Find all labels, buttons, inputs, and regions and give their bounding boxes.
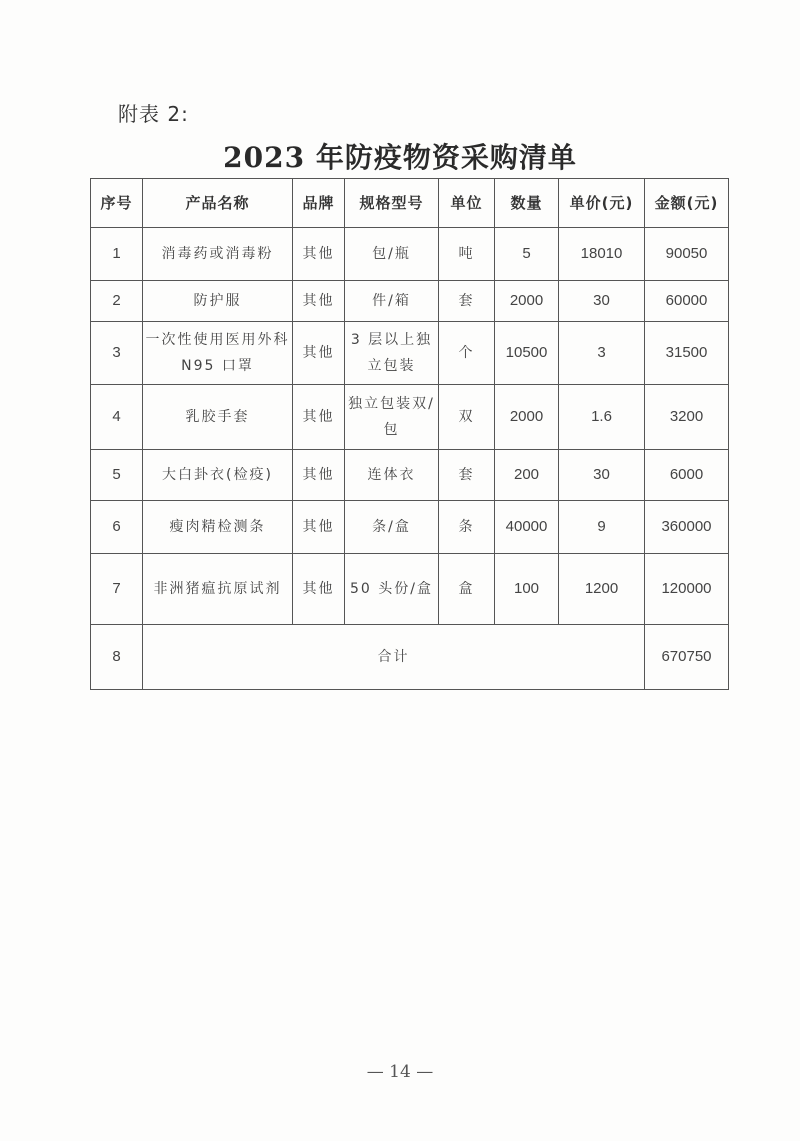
document-title: 2023 年防疫物资采购清单 — [223, 141, 577, 174]
header-qty: 数量 — [495, 179, 559, 228]
cell-brand: 其他 — [293, 228, 345, 281]
cell-brand: 其他 — [293, 554, 345, 625]
cell-name: 防护服 — [143, 281, 293, 322]
cell-unit: 个 — [439, 322, 495, 385]
attachment-label: 附表 2: — [118, 102, 189, 126]
cell-unit: 双 — [439, 385, 495, 450]
cell-no: 1 — [91, 228, 143, 281]
cell-qty: 100 — [495, 554, 559, 625]
cell-price: 30 — [559, 281, 645, 322]
header-no: 序号 — [91, 179, 143, 228]
cell-no: 5 — [91, 450, 143, 501]
cell-unit: 吨 — [439, 228, 495, 281]
table-row — [91, 554, 729, 625]
cell-qty: 10500 — [495, 322, 559, 385]
procurement-table — [90, 178, 729, 690]
cell-spec: 50 头份/盒 — [345, 554, 439, 625]
cell-price: 3 — [559, 322, 645, 385]
cell-spec: 包/瓶 — [345, 228, 439, 281]
cell-amount: 120000 — [645, 554, 729, 625]
cell-price: 1200 — [559, 554, 645, 625]
table-row — [91, 322, 729, 385]
table-row — [91, 450, 729, 501]
header-brand: 品牌 — [293, 179, 345, 228]
cell-unit: 套 — [439, 281, 495, 322]
cell-price: 1.6 — [559, 385, 645, 450]
cell-no: 3 — [91, 322, 143, 385]
cell-amount: 6000 — [645, 450, 729, 501]
cell-qty: 200 — [495, 450, 559, 501]
cell-name: 消毒药或消毒粉 — [143, 228, 293, 281]
header-name: 产品名称 — [143, 179, 293, 228]
table-row — [91, 281, 729, 322]
header-amount: 金额(元) — [645, 179, 729, 228]
cell-qty: 40000 — [495, 501, 559, 554]
table-total-row — [91, 625, 729, 690]
cell-brand: 其他 — [293, 501, 345, 554]
cell-brand: 其他 — [293, 450, 345, 501]
cell-qty: 2000 — [495, 281, 559, 322]
table-row — [91, 228, 729, 281]
cell-qty: 2000 — [495, 385, 559, 450]
cell-unit: 套 — [439, 450, 495, 501]
cell-no: 2 — [91, 281, 143, 322]
cell-name: 瘦肉精检测条 — [143, 501, 293, 554]
cell-spec: 件/箱 — [345, 281, 439, 322]
cell-amount: 90050 — [645, 228, 729, 281]
header-spec: 规格型号 — [345, 179, 439, 228]
cell-brand: 其他 — [293, 322, 345, 385]
table-row — [91, 501, 729, 554]
table-row — [91, 385, 729, 450]
cell-amount: 3200 — [645, 385, 729, 450]
header-unit: 单位 — [439, 179, 495, 228]
cell-brand: 其他 — [293, 281, 345, 322]
cell-no: 8 — [91, 625, 143, 690]
cell-name: 乳胶手套 — [143, 385, 293, 450]
cell-spec: 3 层以上独立包装 — [345, 322, 439, 385]
cell-no: 6 — [91, 501, 143, 554]
cell-spec: 条/盒 — [345, 501, 439, 554]
cell-spec: 独立包装双/包 — [345, 385, 439, 450]
cell-name: 一次性使用医用外科 N95 口罩 — [143, 322, 293, 385]
total-label: 合计 — [143, 625, 645, 690]
cell-price: 18010 — [559, 228, 645, 281]
header-price: 单价(元) — [559, 179, 645, 228]
total-amount: 670750 — [645, 625, 729, 690]
cell-brand: 其他 — [293, 385, 345, 450]
cell-no: 7 — [91, 554, 143, 625]
cell-unit: 盒 — [439, 554, 495, 625]
cell-unit: 条 — [439, 501, 495, 554]
cell-name: 非洲猪瘟抗原试剂 — [143, 554, 293, 625]
cell-amount: 31500 — [645, 322, 729, 385]
cell-price: 9 — [559, 501, 645, 554]
page-number: — 14 — — [366, 1062, 434, 1082]
cell-qty: 5 — [495, 228, 559, 281]
cell-no: 4 — [91, 385, 143, 450]
cell-amount: 60000 — [645, 281, 729, 322]
cell-spec: 连体衣 — [345, 450, 439, 501]
table-header-row — [91, 179, 729, 228]
cell-amount: 360000 — [645, 501, 729, 554]
cell-name: 大白卦衣(检疫) — [143, 450, 293, 501]
cell-price: 30 — [559, 450, 645, 501]
